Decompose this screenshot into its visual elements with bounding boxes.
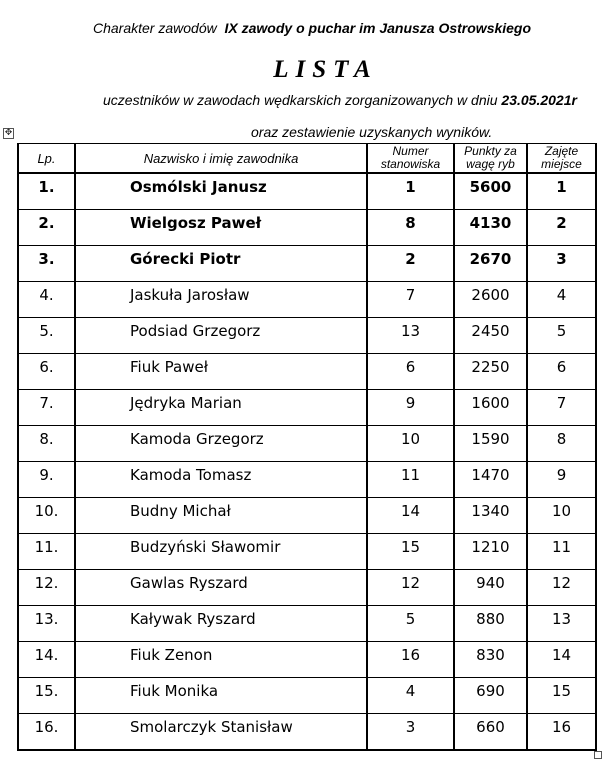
row-name-value: Górecki Piotr — [130, 250, 241, 268]
row-stand — [367, 318, 454, 354]
row-name — [75, 173, 367, 210]
row-name-value: Fiuk Monika — [130, 682, 219, 700]
row-stand — [367, 246, 454, 282]
table-row — [18, 210, 596, 246]
competition-date: 23.05.2021r — [501, 92, 577, 108]
row-stand-value: 11 — [400, 466, 421, 484]
row-lp-value: 11. — [34, 538, 59, 556]
row-place-value: 9 — [556, 466, 567, 484]
row-stand — [367, 606, 454, 642]
row-name-value: Kaływak Ryszard — [130, 610, 256, 628]
row-points — [454, 714, 527, 751]
row-place — [527, 210, 596, 246]
row-name-value: Kamoda Tomasz — [130, 466, 252, 484]
row-points — [454, 246, 527, 282]
row-name-value: Gawlas Ryszard — [130, 574, 248, 592]
row-stand — [367, 354, 454, 390]
row-stand-value: 12 — [400, 574, 421, 592]
row-name — [75, 498, 367, 534]
row-lp — [18, 570, 75, 606]
row-place-value: 13 — [551, 610, 572, 628]
table-row — [18, 534, 596, 570]
row-points — [454, 462, 527, 498]
row-name-value: Kamoda Grzegorz — [130, 430, 264, 448]
row-lp — [18, 282, 75, 318]
row-name — [75, 462, 367, 498]
table-row — [18, 606, 596, 642]
row-name — [75, 678, 367, 714]
row-stand-value: 1 — [405, 178, 416, 196]
row-lp-value: 5. — [39, 322, 54, 340]
row-points — [454, 390, 527, 426]
row-points-value: 880 — [476, 610, 505, 628]
row-stand-value: 15 — [400, 538, 421, 556]
row-lp-value: 12. — [34, 574, 59, 592]
row-place-value: 1 — [556, 178, 567, 196]
table-header-row — [18, 144, 596, 174]
row-place-value: 3 — [556, 250, 567, 268]
row-name-value: Jaskuła Jarosław — [130, 286, 250, 304]
competition-header — [93, 20, 531, 36]
row-points-value: 1600 — [471, 394, 510, 412]
row-lp-value: 9. — [39, 466, 54, 484]
competition-header-prefix: Charakter zawodów — [93, 20, 217, 36]
row-name — [75, 606, 367, 642]
row-place-value: 16 — [551, 718, 572, 736]
table-row — [18, 354, 596, 390]
row-stand-value: 6 — [405, 358, 416, 376]
row-points — [454, 606, 527, 642]
results-table — [17, 143, 597, 751]
row-lp — [18, 318, 75, 354]
row-place — [527, 534, 596, 570]
row-points-value: 2670 — [469, 250, 512, 268]
row-stand — [367, 462, 454, 498]
header-stand: Numer stanowiska — [367, 144, 454, 174]
row-points — [454, 534, 527, 570]
row-name — [75, 714, 367, 751]
row-lp — [18, 606, 75, 642]
row-place — [527, 462, 596, 498]
row-points — [454, 210, 527, 246]
row-lp-value: 2. — [38, 214, 55, 232]
row-name — [75, 318, 367, 354]
row-stand-value: 5 — [405, 610, 416, 628]
row-points-value: 2250 — [471, 358, 510, 376]
row-name-value: Wielgosz Paweł — [130, 214, 262, 232]
row-name-value: Jędryka Marian — [130, 394, 242, 412]
table-row — [18, 498, 596, 534]
row-stand — [367, 642, 454, 678]
row-place-value: 5 — [556, 322, 567, 340]
table-row — [18, 462, 596, 498]
row-stand-value: 10 — [400, 430, 421, 448]
row-place — [527, 498, 596, 534]
row-lp-value: 14. — [34, 646, 59, 664]
row-lp-value: 3. — [38, 250, 55, 268]
row-points-value: 4130 — [469, 214, 512, 232]
row-points — [454, 426, 527, 462]
row-points — [454, 678, 527, 714]
row-lp — [18, 678, 75, 714]
row-stand-value: 13 — [400, 322, 421, 340]
row-place-value: 6 — [556, 358, 567, 376]
row-stand — [367, 714, 454, 751]
row-lp — [18, 426, 75, 462]
row-points-value: 2450 — [471, 322, 510, 340]
row-points-value: 1470 — [471, 466, 510, 484]
row-place — [527, 570, 596, 606]
row-lp-value: 15. — [34, 682, 59, 700]
row-lp-value: 6. — [39, 358, 54, 376]
row-lp — [18, 534, 75, 570]
row-place-value: 4 — [556, 286, 567, 304]
table-row — [18, 426, 596, 462]
table-row — [18, 642, 596, 678]
row-place-value: 14 — [551, 646, 572, 664]
row-name — [75, 534, 367, 570]
row-stand-value: 9 — [405, 394, 416, 412]
row-place — [527, 426, 596, 462]
row-name — [75, 426, 367, 462]
row-lp-value: 7. — [39, 394, 54, 412]
row-name — [75, 390, 367, 426]
row-name — [75, 282, 367, 318]
row-points — [454, 318, 527, 354]
row-lp — [18, 462, 75, 498]
results-caption: oraz zestawienie uzyskanych wyników. — [251, 124, 493, 140]
row-lp-value: 1. — [38, 178, 55, 196]
row-name-value: Osmólski Janusz — [130, 178, 267, 196]
table-row — [18, 246, 596, 282]
table-row — [18, 282, 596, 318]
row-lp-value: 8. — [39, 430, 54, 448]
row-points-value: 5600 — [469, 178, 512, 196]
row-place-value: 8 — [556, 430, 567, 448]
row-points-value: 1340 — [471, 502, 510, 520]
row-lp — [18, 210, 75, 246]
row-place — [527, 282, 596, 318]
row-stand — [367, 498, 454, 534]
row-place — [527, 714, 596, 751]
row-place-value: 15 — [551, 682, 572, 700]
row-points — [454, 570, 527, 606]
row-stand-value: 2 — [405, 250, 416, 268]
row-place — [527, 354, 596, 390]
row-lp — [18, 498, 75, 534]
row-stand — [367, 534, 454, 570]
table-row — [18, 318, 596, 354]
row-stand-value: 7 — [405, 286, 416, 304]
row-name-value: Fiuk Zenon — [130, 646, 213, 664]
row-stand — [367, 390, 454, 426]
row-points-value: 940 — [476, 574, 505, 592]
row-place — [527, 642, 596, 678]
competition-event-name: IX zawody o puchar im Janusza Ostrowskiego — [224, 20, 532, 36]
row-points-value: 830 — [476, 646, 505, 664]
row-place-value: 11 — [551, 538, 572, 556]
row-name-value: Budzyński Sławomir — [130, 538, 281, 556]
row-stand — [367, 282, 454, 318]
row-lp — [18, 642, 75, 678]
table-move-handle-icon[interactable]: ✥ — [4, 128, 13, 138]
row-place — [527, 606, 596, 642]
row-place-value: 7 — [556, 394, 567, 412]
row-name-value: Podsiad Grzegorz — [130, 322, 261, 340]
row-place — [527, 318, 596, 354]
row-name — [75, 246, 367, 282]
row-lp — [18, 354, 75, 390]
row-stand — [367, 570, 454, 606]
row-name — [75, 210, 367, 246]
row-stand-value: 14 — [400, 502, 421, 520]
table-row — [18, 173, 596, 210]
row-points-value: 690 — [476, 682, 505, 700]
row-points — [454, 498, 527, 534]
row-place-value: 2 — [556, 214, 567, 232]
row-stand — [367, 426, 454, 462]
table-row — [18, 570, 596, 606]
row-name-value: Smolarczyk Stanisław — [130, 718, 293, 736]
row-stand — [367, 210, 454, 246]
table-row — [18, 390, 596, 426]
row-lp-value: 10. — [34, 502, 59, 520]
row-lp — [18, 246, 75, 282]
row-lp — [18, 714, 75, 751]
row-points-value: 1590 — [471, 430, 510, 448]
row-stand-value: 16 — [400, 646, 421, 664]
row-stand-value: 3 — [405, 718, 416, 736]
row-place-value: 10 — [551, 502, 572, 520]
row-place — [527, 678, 596, 714]
table-row — [18, 714, 596, 751]
subtitle-text: uczestników w zawodach wędkarskich zorganizowanych w dniu — [103, 92, 498, 108]
row-points — [454, 354, 527, 390]
row-points — [454, 173, 527, 210]
header-name: Nazwisko i imię zawodnika — [75, 144, 367, 174]
row-lp — [18, 173, 75, 210]
row-stand-value: 8 — [405, 214, 416, 232]
row-name — [75, 570, 367, 606]
row-place — [527, 173, 596, 210]
header-points: Punkty za wagę ryb — [454, 144, 527, 174]
row-name-value: Budny Michał — [130, 502, 231, 520]
row-name — [75, 642, 367, 678]
row-stand — [367, 678, 454, 714]
row-points-value: 2600 — [471, 286, 510, 304]
row-stand-value: 4 — [405, 682, 416, 700]
row-lp-value: 13. — [34, 610, 59, 628]
row-points-value: 1210 — [471, 538, 510, 556]
row-place — [527, 390, 596, 426]
row-place-value: 12 — [551, 574, 572, 592]
subtitle — [103, 92, 577, 108]
row-lp-value: 16. — [34, 718, 59, 736]
row-points — [454, 282, 527, 318]
header-place: Zajęte miejsce — [527, 144, 596, 174]
row-lp-value: 4. — [39, 286, 54, 304]
header-lp: Lp. — [18, 144, 75, 174]
row-place — [527, 246, 596, 282]
row-name — [75, 354, 367, 390]
row-points-value: 660 — [476, 718, 505, 736]
row-stand — [367, 173, 454, 210]
page-title: LISTA — [273, 56, 378, 83]
table-row — [18, 678, 596, 714]
table-resize-handle-icon[interactable] — [594, 751, 602, 759]
row-name-value: Fiuk Paweł — [130, 358, 208, 376]
row-lp — [18, 390, 75, 426]
results-table-body — [18, 173, 596, 750]
row-points — [454, 642, 527, 678]
